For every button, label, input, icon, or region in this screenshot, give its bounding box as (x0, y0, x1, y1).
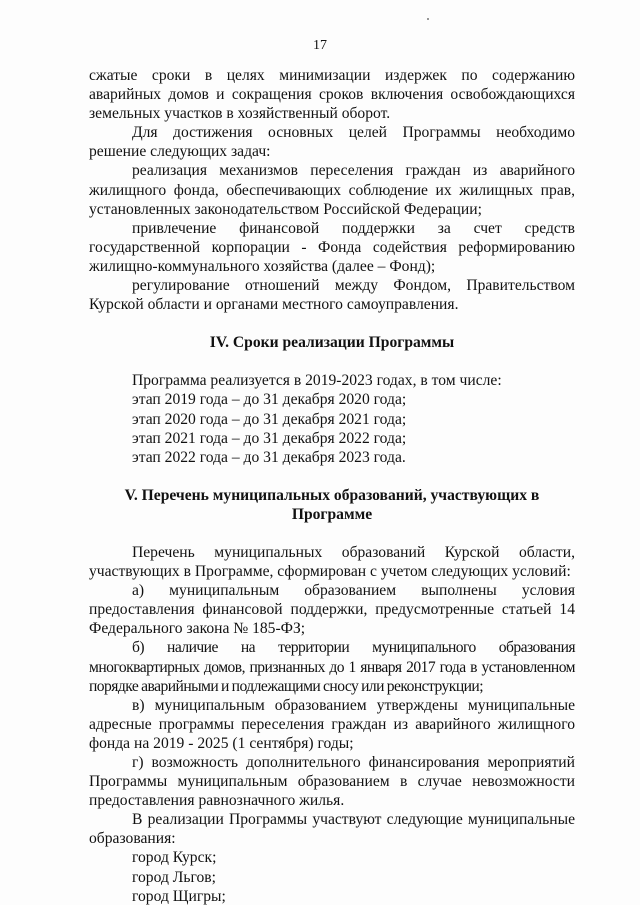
paragraph-condition-b: б) наличие на территории муниципального образования многоквартирных домов, признанных до 1 января 2017 года в установленном порядке аварийными и подлежащими сносу или реконструкции; (89, 639, 575, 695)
paragraph-task-2: привлечение финансовой поддержки за счет средств государственной корпорации - Фонда содействия реформированию жилищно-коммунального хозяйства (далее – Фонд); (89, 219, 575, 275)
stage-item: этап 2020 года – до 31 декабря 2021 года; (132, 410, 407, 428)
paragraph-task-1: реализация механизмов переселения граждан из аварийного жилищного фонда, обеспечивающих соблюдение их жилищных прав, установленных законодательством Российской Федерации; (89, 162, 575, 218)
section-4-intro: Программа реализуется в 2019-2023 годах, в том числе: (132, 372, 502, 390)
document-body (89, 66, 575, 906)
paragraph-section-5-intro: Перечень муниципальных образований Курской области, участвующих в Программе, сформирован с учетом следующих условий: (89, 543, 575, 581)
spacer (89, 352, 575, 371)
paragraph-continuation: сжатые сроки в целях минимизации издержек по содержанию аварийных домов и сокращения сроков включения освобождающихся земельных участков в хозяйственный оборот. (89, 67, 575, 123)
paragraph-condition-v: в) муниципальным образованием утверждены муниципальные адресные программы переселения граждан из аварийного жилищного фонда на 2019 - 2025 (1 сентября) годы; (89, 696, 575, 752)
participant-item: город Курск; (132, 849, 217, 867)
scan-speck (427, 18, 429, 20)
participant-item: город Щигры; (132, 887, 226, 905)
page-number: 17 (313, 38, 327, 53)
stage-item: этап 2022 года – до 31 декабря 2023 года. (132, 448, 406, 466)
spacer (89, 467, 575, 486)
paragraph-condition-a: а) муниципальным образованием выполнены условия предоставления финансовой поддержки, предусмотренные статьей 14 Федерального закона № 185-ФЗ; (89, 582, 575, 638)
section-5-heading-line-2: Программе (291, 505, 373, 523)
paragraph-condition-g: г) возможность дополнительного финансирования мероприятий Программы муниципальным образованием в случае невозможности предоставления равнозначного жилья. (89, 754, 575, 810)
stage-item: этап 2021 года – до 31 декабря 2022 года; (132, 429, 407, 447)
spacer (89, 524, 575, 543)
stage-item: этап 2019 года – до 31 декабря 2020 года; (132, 391, 407, 409)
section-4-heading: IV. Сроки реализации Программы (209, 334, 455, 352)
paragraph-participants-intro: В реализации Программы участвуют следующие муниципальные образования: (89, 811, 575, 848)
paragraph-goals-intro: Для достижения основных целей Программы необходимо решение следующих задач: (89, 124, 575, 161)
section-5-heading-line-1: V. Перечень муниципальных образований, участвующих в (124, 486, 540, 504)
participant-item: город Льгов; (132, 868, 216, 886)
spacer (89, 314, 575, 333)
paragraph-task-3: регулирование отношений между Фондом, Правительством Курской области и органами местного самоуправления. (89, 277, 575, 314)
